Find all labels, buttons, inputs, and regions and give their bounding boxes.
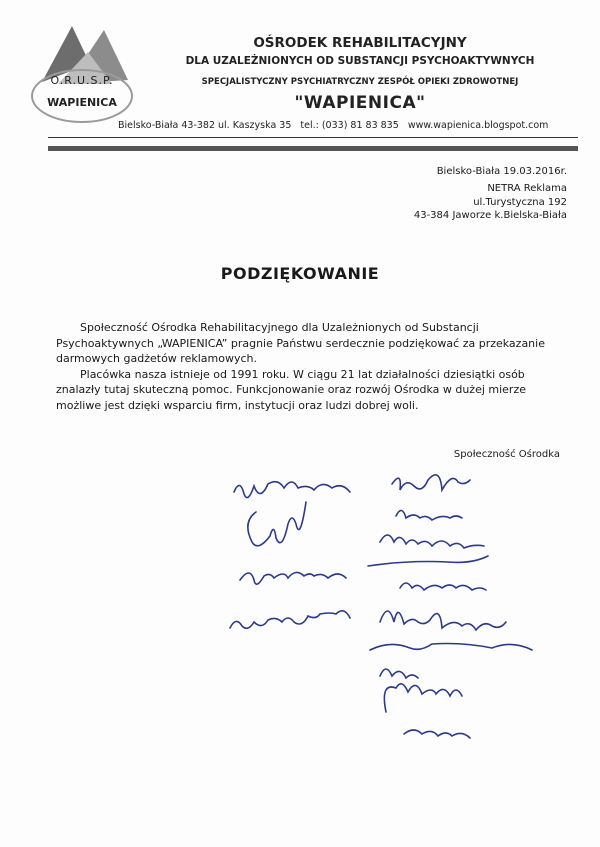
contact-line (118, 120, 554, 131)
signature-scribble (400, 583, 486, 590)
website-link[interactable]: www.wapienica.blogspot.com (407, 120, 549, 131)
organization-subtitle: DLA UZALEŻNIONYCH OD SUBSTANCJI PSYCHOAKTYWNYCH (185, 55, 535, 67)
signature-scribble (234, 482, 350, 498)
signature-scribble (404, 730, 470, 738)
signature-scribble (240, 572, 346, 584)
signature-scribble (380, 669, 418, 678)
letter-title: PODZIĘKOWANIE (220, 264, 380, 283)
header-divider-thin (48, 137, 578, 138)
signature-scribble (380, 535, 484, 548)
header-divider-thick (48, 146, 578, 151)
recipient-line: NETRA Reklama (487, 183, 567, 194)
signature-scribble (248, 502, 306, 546)
signature-scribble (392, 475, 470, 490)
organization-quoted-name: "WAPIENICA" (294, 93, 426, 113)
organization-name: OŚRODEK REHABILITACYJNY (253, 35, 467, 51)
recipient-line: ul.Turystyczna 192 (473, 196, 567, 208)
organization-team: SPECJALISTYCZNY PSYCHIATRYCZNY ZESPÓŁ OPIEKI ZDROWOTNEJ (201, 77, 519, 87)
recipient-line: 43-384 Jaworze k.Bielska-Biała (413, 210, 567, 221)
date-line: Bielsko-Biała 19.03.2016r. (436, 166, 567, 177)
signature-scribble (396, 510, 462, 520)
body-paragraph: Placówka nasza istnieje od 1991 roku. W ciągu 21 lat działalności dziesiątki osób znalazły tutaj skuteczną pomoc. Funkcjonowanie oraz rozwój Ośrodka w dużej mierze możliwe jest dzięki wsparciu firm, instytucji oraz ludzi dobrej woli. (56, 367, 526, 412)
signature-scribble (230, 611, 350, 628)
address-text: Bielsko-Biała 43-382 ul. Kaszyska 35 (118, 120, 292, 131)
signature-scribble (384, 684, 462, 712)
signature-scribble (368, 556, 488, 566)
logo-abbreviation: O.R.U.S.P. (50, 74, 114, 87)
organization-logo (28, 22, 136, 132)
letter-body (56, 320, 556, 413)
recipient-block (414, 182, 567, 223)
signatures-area (220, 462, 580, 752)
logo-name: WAPIENICA (47, 96, 117, 109)
signature-scribble (370, 644, 532, 651)
body-paragraph: Społeczność Ośrodka Rehabilitacyjnego dla Uzależnionych od Substancji Psychoaktywnych „WAPIENICA” pragnie Państwu serdecznie podziękować za przekazanie darmowych gadżetów reklamowych. (56, 321, 545, 365)
signoff-text: Społeczność Ośrodka (453, 449, 560, 460)
phone-text: tel.: (033) 81 83 835 (300, 120, 399, 131)
signature-scribble (380, 611, 506, 630)
